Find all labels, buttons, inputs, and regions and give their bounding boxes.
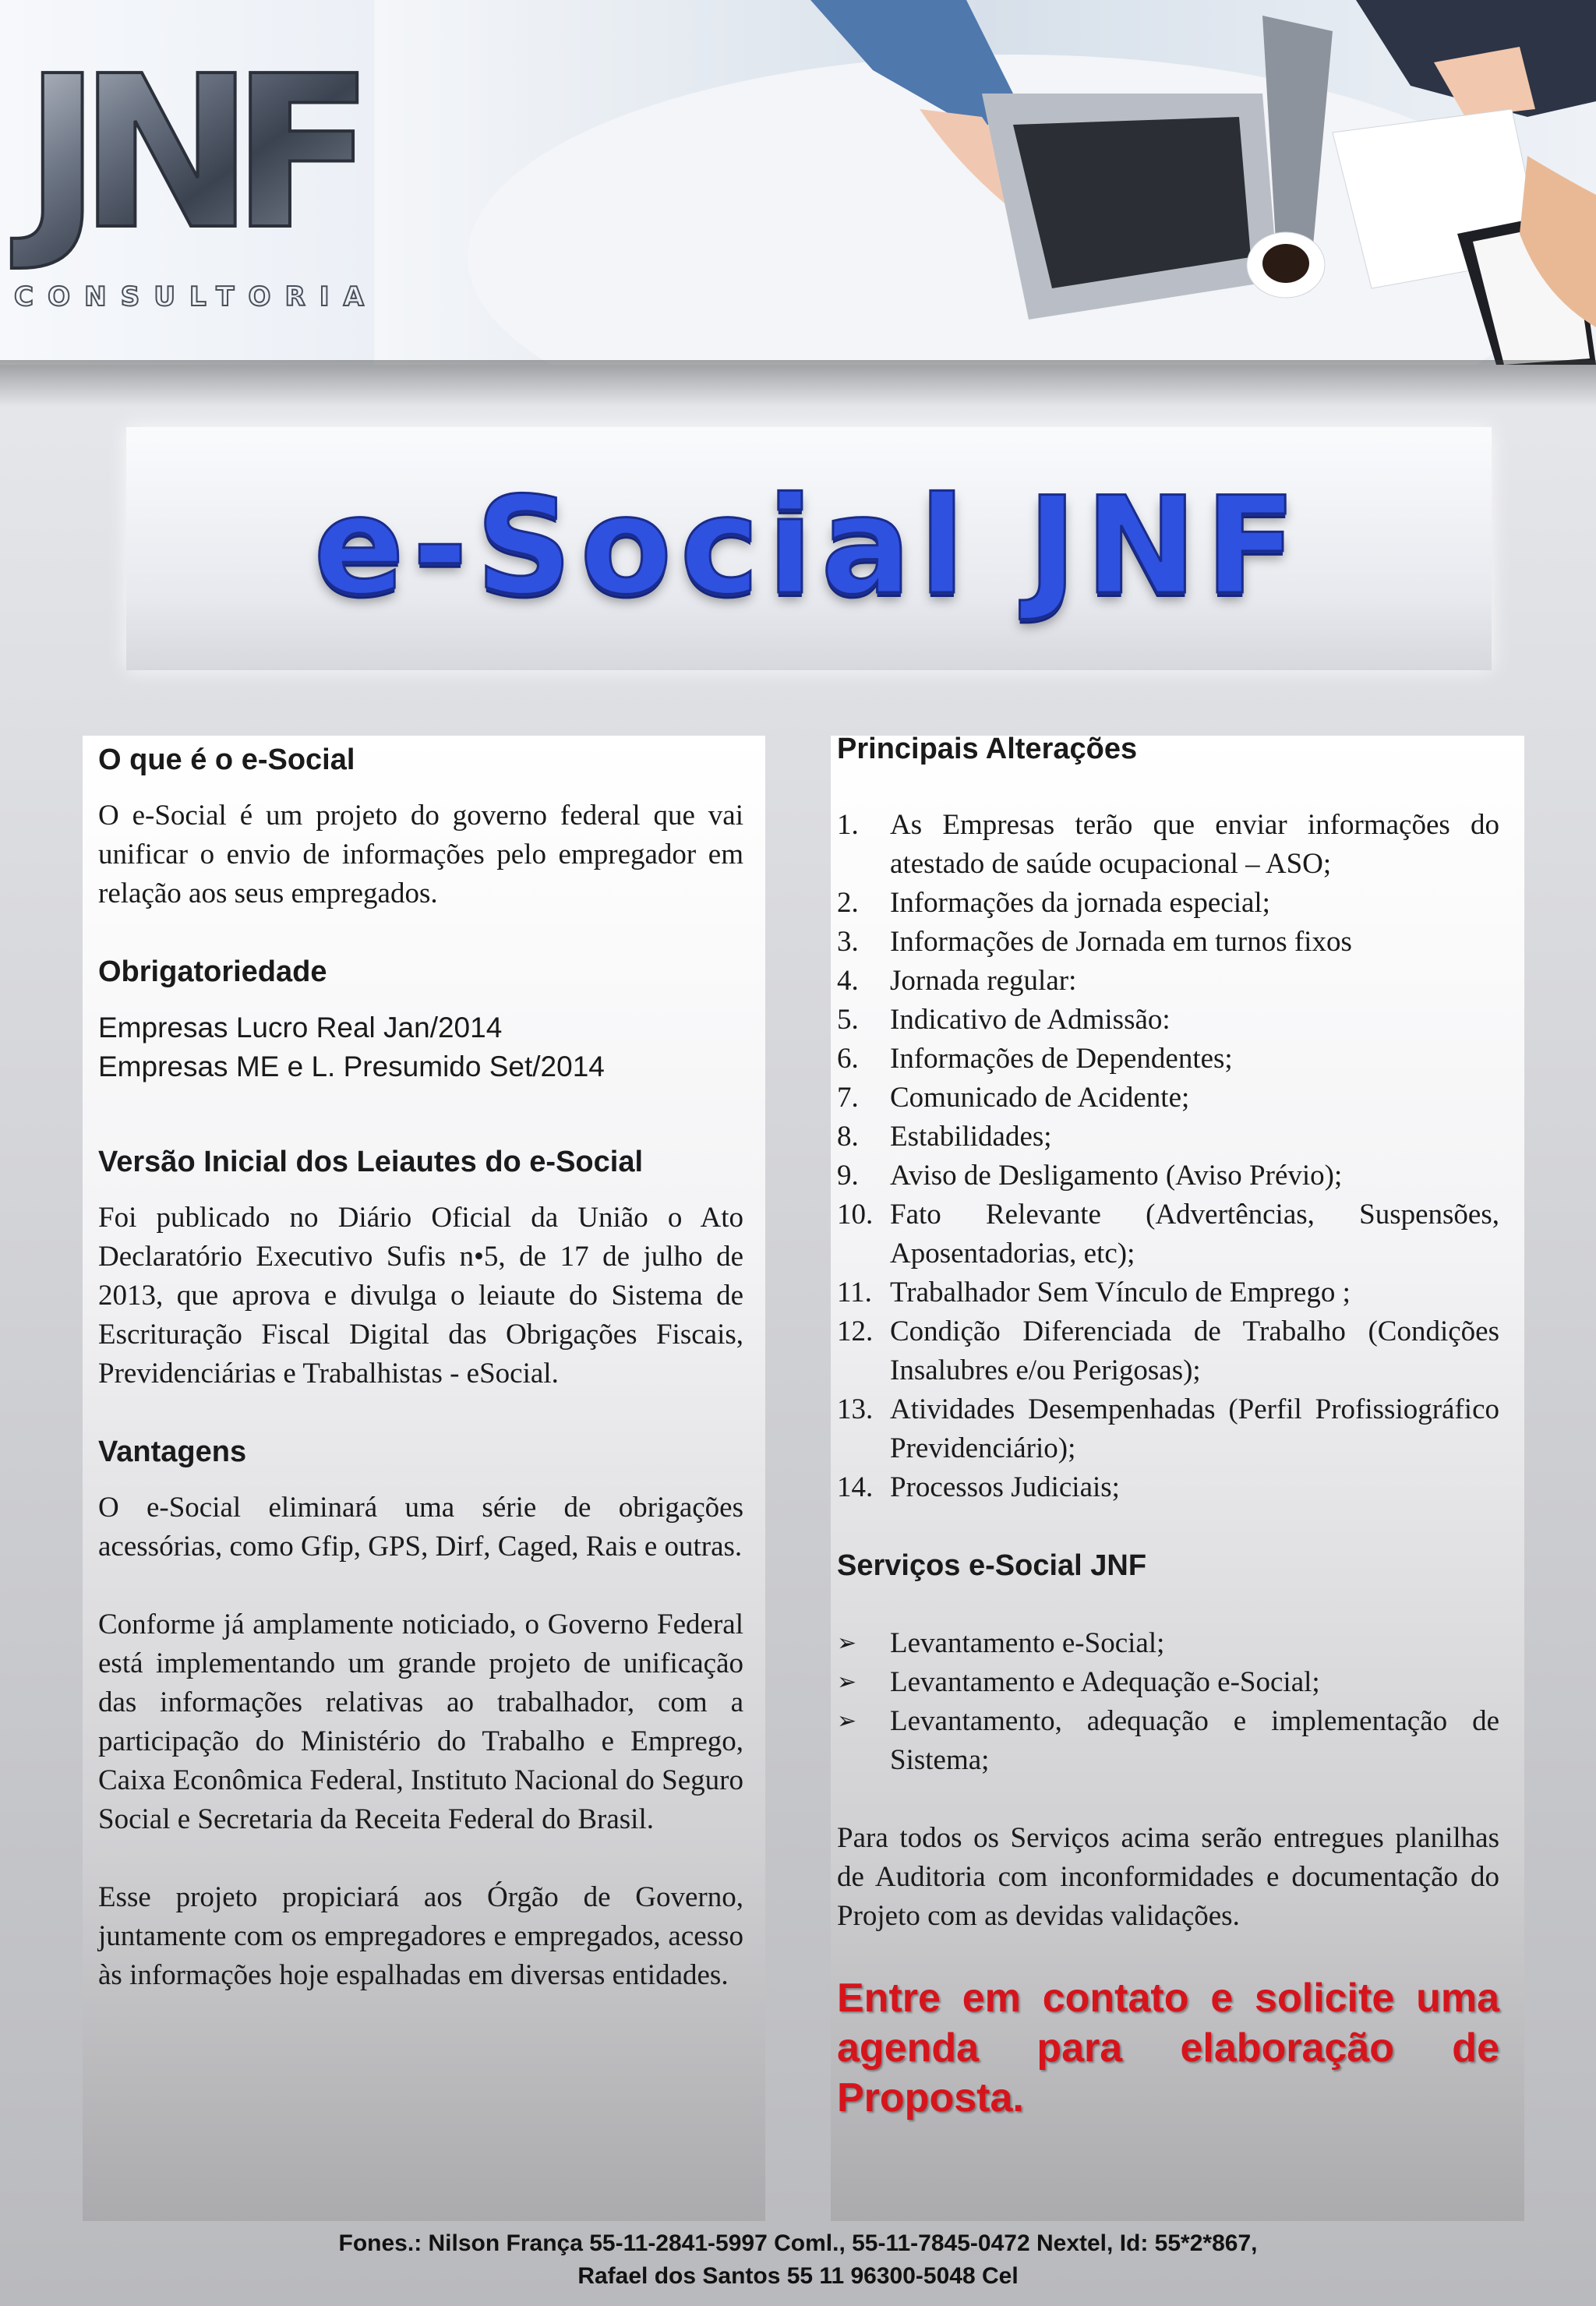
alteration-item bbox=[837, 1079, 1499, 1118]
alteration-item bbox=[837, 1468, 1499, 1507]
section-heading-advantages: Vantagens bbox=[98, 1436, 247, 1468]
arrow-bullet-icon: ➢ bbox=[837, 1630, 857, 1657]
alteration-item bbox=[837, 1390, 1499, 1468]
contact-footer bbox=[0, 2227, 1596, 2293]
services-note: Para todos os Serviços acima serão entregues planilhas de Auditoria com inconformidades e documentação do Projeto com as devidas validações. bbox=[837, 1822, 1499, 1932]
alteration-text: Condição Diferenciada de Trabalho (Condições Insalubres e/ou Perigosas); bbox=[890, 1315, 1499, 1386]
alteration-text: Informações de Jornada em turnos fixos bbox=[890, 926, 1352, 958]
alteration-number: 13. bbox=[837, 1393, 874, 1425]
alteration-number: 8. bbox=[837, 1121, 859, 1153]
alteration-text: Aviso de Desligamento (Aviso Prévio); bbox=[890, 1160, 1343, 1192]
alteration-text: Comunicado de Acidente; bbox=[890, 1082, 1190, 1114]
alteration-text: Fato Relevante (Advertências, Suspensões, Aposentadorias, etc); bbox=[890, 1199, 1499, 1270]
arrow-bullet-icon: ➢ bbox=[837, 1707, 857, 1735]
section-text-what-is: O e-Social é um projeto do governo federal que vai unificar o envio de informações pelo empregador em relação aos seus empregados. bbox=[98, 800, 743, 909]
alteration-text: Processos Judiciais; bbox=[890, 1471, 1120, 1503]
service-item bbox=[837, 1663, 1499, 1702]
alteration-number: 12. bbox=[837, 1315, 874, 1347]
arrow-bullet-icon: ➢ bbox=[837, 1669, 857, 1696]
alteration-item bbox=[837, 884, 1499, 923]
title-banner bbox=[126, 427, 1492, 670]
alteration-number: 7. bbox=[837, 1082, 859, 1114]
alteration-text: Estabilidades; bbox=[890, 1121, 1052, 1153]
alteration-item bbox=[837, 1195, 1499, 1273]
alteration-item bbox=[837, 1273, 1499, 1312]
alteration-text: Trabalhador Sem Vínculo de Emprego ; bbox=[890, 1277, 1351, 1308]
left-column bbox=[83, 736, 765, 2221]
alteration-item bbox=[837, 1040, 1499, 1079]
services-list bbox=[837, 1624, 1499, 1780]
service-text: Levantamento e-Social; bbox=[890, 1627, 1165, 1659]
alteration-number: 3. bbox=[837, 926, 859, 958]
alteration-text: As Empresas terão que enviar informações do atestado de saúde ocupacional – ASO; bbox=[890, 809, 1499, 880]
right-column bbox=[831, 733, 1524, 2221]
section-heading-what-is: O que é o e-Social bbox=[98, 743, 355, 776]
obligation-line-2: Empresas ME e L. Presumido Set/2014 bbox=[98, 1051, 605, 1082]
obligation-line-1: Empresas Lucro Real Jan/2014 bbox=[98, 1012, 503, 1044]
alteration-number: 5. bbox=[837, 1004, 859, 1036]
advantages-text-3: Esse projeto propiciará aos Órgão de Governo, juntamente com os empregadores e empregados, acesso às informações hoje espalhadas em diversas entidades. bbox=[98, 1881, 743, 1991]
alteration-text: Informações de Dependentes; bbox=[890, 1043, 1233, 1075]
alteration-text: Jornada regular: bbox=[890, 965, 1077, 997]
advantages-text-1: O e-Social eliminará uma série de obrigações acessórias, como Gfip, GPS, Dirf, Caged, Rais e outras. bbox=[98, 1492, 743, 1563]
logo-sub: CONSULTORIA bbox=[14, 281, 369, 313]
section-heading-layouts: Versão Inicial dos Leiautes do e-Social bbox=[98, 1146, 644, 1178]
advantages-text-2: Conforme já amplamente noticiado, o Governo Federal está implementando um grande projeto de unificação das informações relativas ao trabalhador, com a participação do Ministério do Trabalho e Emprego, Caixa Econômica Federal, Instituto Nacional do Seguro Social e Secretaria da Receita Federal do Brasil. bbox=[98, 1609, 743, 1835]
footer-phones-line-2: Rafael dos Santos 55 11 96300-5048 Cel bbox=[577, 2263, 1019, 2289]
alteration-number: 14. bbox=[837, 1471, 874, 1503]
alteration-item bbox=[837, 962, 1499, 1001]
service-text: Levantamento e Adequação e-Social; bbox=[890, 1666, 1320, 1698]
alteration-item bbox=[837, 1312, 1499, 1390]
logo-mark: JNF bbox=[23, 31, 351, 276]
alteration-item bbox=[837, 1157, 1499, 1195]
alteration-number: 1. bbox=[837, 809, 859, 841]
footer-phones-line-1: Fones.: Nilson França 55-11-2841-5997 Coml., 55-11-7845-0472 Nextel, Id: 55*2*867, bbox=[338, 2230, 1258, 2256]
header-photo bbox=[374, 0, 1596, 365]
alteration-item bbox=[837, 806, 1499, 884]
page-title: e-Social JNF bbox=[313, 468, 1305, 624]
alteration-number: 4. bbox=[837, 965, 859, 997]
alteration-number: 9. bbox=[837, 1160, 859, 1192]
alterations-list bbox=[837, 806, 1499, 1507]
service-text: Levantamento, adequação e implementação de Sistema; bbox=[890, 1705, 1499, 1776]
alteration-text: Indicativo de Admissão: bbox=[890, 1004, 1171, 1036]
section-text-layouts: Foi publicado no Diário Oficial da União o Ato Declaratório Executivo Sufis n•5, de 17 de julho de 2013, que aprova e divulga o leiaute do Sistema de Escrituração Fiscal Digital das Obrigações Fiscais, Previdenciárias e Trabalhistas - eSocial. bbox=[98, 1202, 743, 1390]
section-heading-alterations: Principais Alterações bbox=[837, 733, 1138, 765]
call-to-action: Entre em contato e solicite uma agenda para elaboração de Proposta. bbox=[837, 1976, 1499, 2121]
alteration-text: Informações da jornada especial; bbox=[890, 887, 1270, 919]
section-heading-obligation: Obrigatoriedade bbox=[98, 955, 327, 988]
alteration-item bbox=[837, 923, 1499, 962]
service-item bbox=[837, 1624, 1499, 1663]
section-heading-services: Serviços e-Social JNF bbox=[837, 1549, 1147, 1582]
alteration-number: 6. bbox=[837, 1043, 859, 1075]
alteration-number: 10. bbox=[837, 1199, 874, 1231]
service-item bbox=[837, 1702, 1499, 1780]
alteration-item bbox=[837, 1001, 1499, 1040]
alteration-number: 11. bbox=[837, 1277, 872, 1308]
alteration-item bbox=[837, 1118, 1499, 1157]
alteration-text: Atividades Desempenhadas (Perfil Profissiográfico Previdenciário); bbox=[890, 1393, 1499, 1464]
header-banner bbox=[0, 0, 1596, 365]
jnf-logo bbox=[8, 31, 374, 327]
header-shadow bbox=[0, 360, 1596, 407]
alteration-number: 2. bbox=[837, 887, 859, 919]
